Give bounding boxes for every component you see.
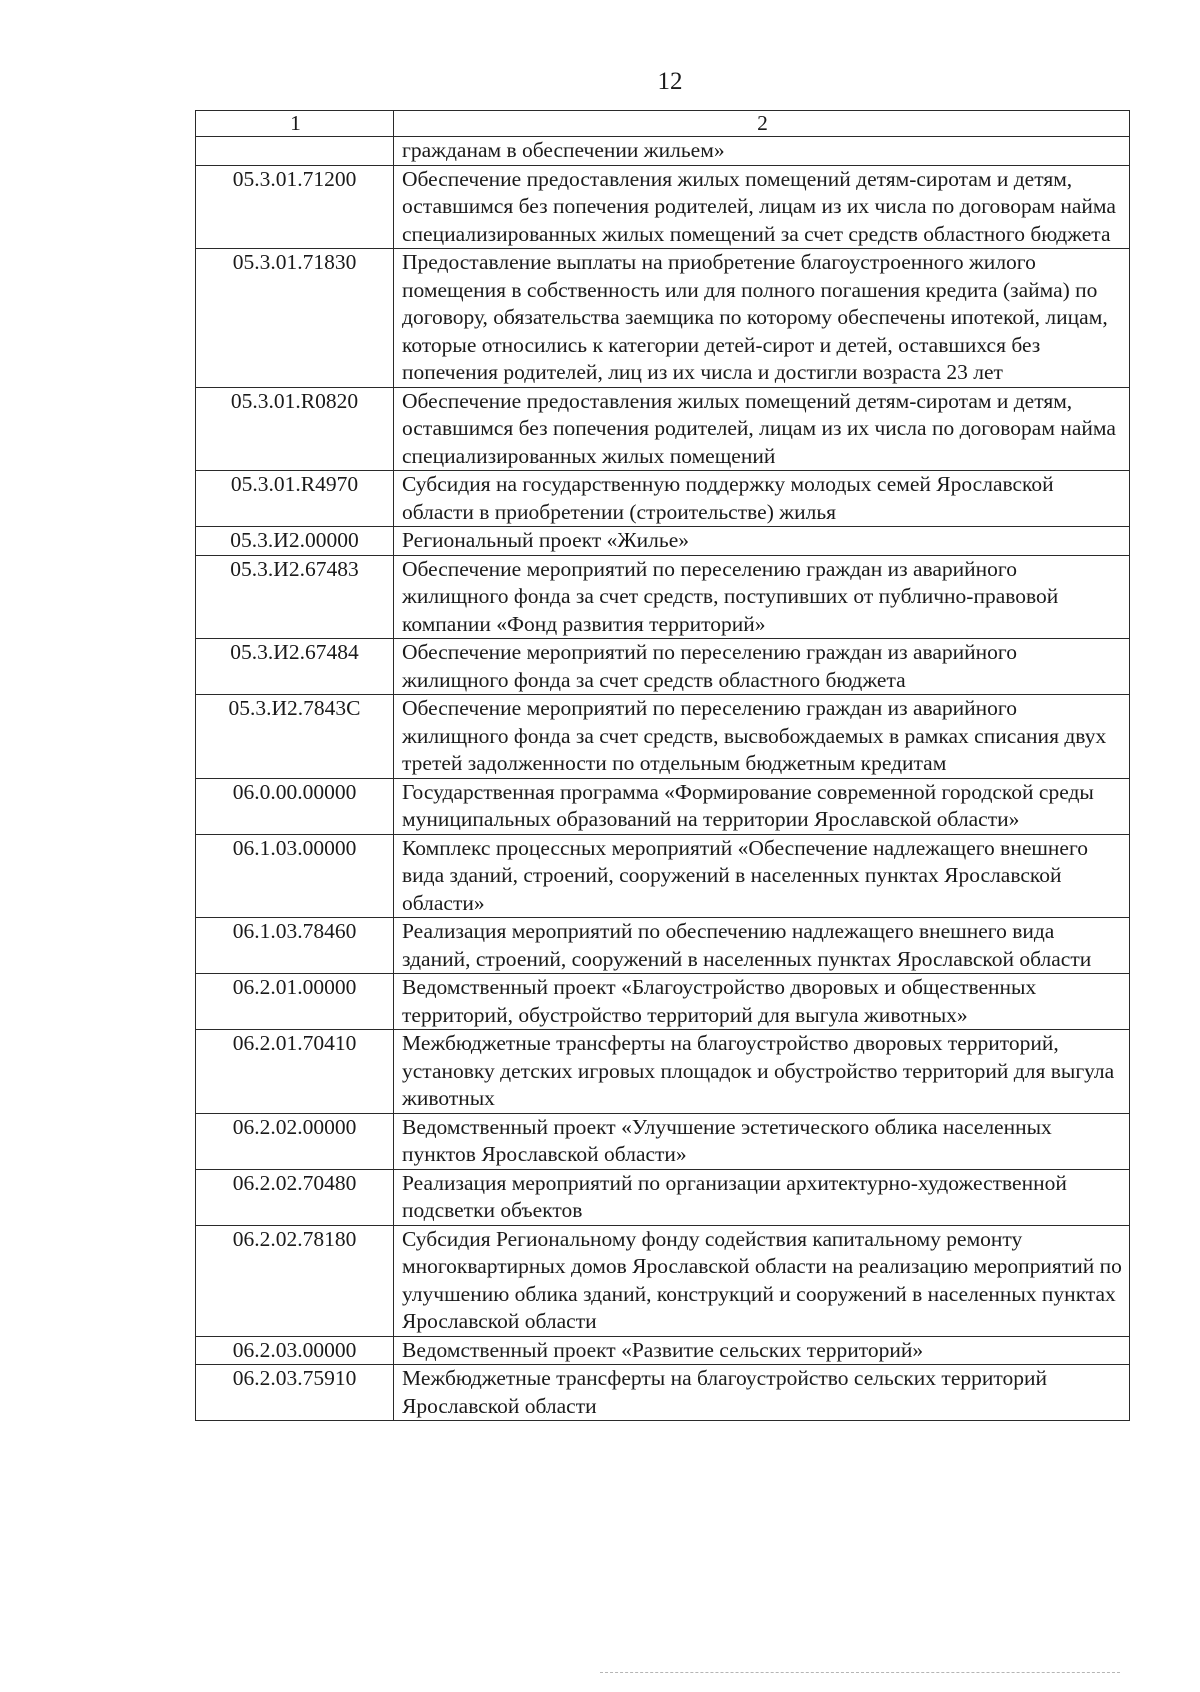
table-row xyxy=(196,639,1130,695)
column-header-description: 2 xyxy=(394,111,1130,137)
row-description-cell: Реализация мероприятий по организации архитектурно-художественной подсветки объектов xyxy=(394,1169,1130,1225)
row-description-cell: Межбюджетные трансферты на благоустройство дворовых территорий, установку детских игровых площадок и обустройство территорий для выгула животных xyxy=(394,1030,1130,1114)
table-row xyxy=(196,527,1130,556)
row-code-cell: 05.3.01.R0820 xyxy=(196,387,394,471)
table-row xyxy=(196,555,1130,639)
row-description-cell: Ведомственный проект «Улучшение эстетического облика населенных пунктов Ярославской области» xyxy=(394,1113,1130,1169)
row-code-cell: 06.2.02.78180 xyxy=(196,1225,394,1336)
row-code-cell: 05.3.И2.7843С xyxy=(196,695,394,779)
row-code-cell: 06.0.00.00000 xyxy=(196,778,394,834)
row-code-cell: 05.3.01.R4970 xyxy=(196,471,394,527)
row-description-cell: Комплекс процессных мероприятий «Обеспечение надлежащего внешнего вида зданий, строений, сооружений в населенных пунктах Ярославской области» xyxy=(394,834,1130,918)
table-row xyxy=(196,1113,1130,1169)
row-description-cell: Ведомственный проект «Благоустройство дворовых и общественных территорий, обустройство территорий для выгула животных» xyxy=(394,974,1130,1030)
row-code-cell: 06.2.02.00000 xyxy=(196,1113,394,1169)
row-description-cell: Ведомственный проект «Развитие сельских территорий» xyxy=(394,1336,1130,1365)
page-number: 12 xyxy=(657,68,683,95)
row-code-cell: 05.3.И2.67484 xyxy=(196,639,394,695)
row-code-cell: 06.1.03.00000 xyxy=(196,834,394,918)
row-description-cell: Государственная программа «Формирование современной городской среды муниципальных образований на территории Ярославской области» xyxy=(394,778,1130,834)
row-description-cell: Предоставление выплаты на приобретение благоустроенного жилого помещения в собственность или для полного погашения кредита (займа) по договору, обязательства заемщика по которому обеспечены ипотекой, лицам, которые относились к категории детей-сирот и детей, оставшихся без попечения родителей, лиц из их числа и достигли возраста 23 лет xyxy=(394,249,1130,388)
row-code-cell: 06.2.01.70410 xyxy=(196,1030,394,1114)
row-description-cell: Субсидия на государственную поддержку молодых семей Ярославской области в приобретении (строительстве) жилья xyxy=(394,471,1130,527)
table-header-row xyxy=(196,111,1130,137)
row-description-cell: Региональный проект «Жилье» xyxy=(394,527,1130,556)
row-code-cell: 05.3.01.71200 xyxy=(196,165,394,249)
row-description-cell: Реализация мероприятий по обеспечению надлежащего внешнего вида зданий, строений, сооружений в населенных пунктах Ярославской области xyxy=(394,918,1130,974)
row-description-cell: Обеспечение мероприятий по переселению граждан из аварийного жилищного фонда за счет средств, высвобождаемых в рамках списания двух третей задолженности по отдельным бюджетным кредитам xyxy=(394,695,1130,779)
table-row xyxy=(196,834,1130,918)
budget-classification-table xyxy=(195,110,1130,1421)
row-code-cell: 05.3.И2.67483 xyxy=(196,555,394,639)
table-row xyxy=(196,387,1130,471)
table-row xyxy=(196,471,1130,527)
row-code-cell: 05.3.И2.00000 xyxy=(196,527,394,556)
row-code-cell: 06.2.01.00000 xyxy=(196,974,394,1030)
table-row xyxy=(196,974,1130,1030)
table-row xyxy=(196,249,1130,388)
row-description-cell: гражданам в обеспечении жильем» xyxy=(394,137,1130,166)
table-row xyxy=(196,695,1130,779)
row-description-cell: Обеспечение предоставления жилых помещений детям-сиротам и детям, оставшимся без попечения родителей, лицам из их числа по договорам найма специализированных жилых помещений за счет средств областного бюджета xyxy=(394,165,1130,249)
scan-edge-line xyxy=(600,1672,1120,1673)
column-header-code: 1 xyxy=(196,111,394,137)
row-code-cell: 06.2.03.75910 xyxy=(196,1365,394,1421)
row-description-cell: Обеспечение мероприятий по переселению граждан из аварийного жилищного фонда за счет средств, поступивших от публично-правовой компании «Фонд развития территорий» xyxy=(394,555,1130,639)
row-code-cell: 06.2.03.00000 xyxy=(196,1336,394,1365)
table-row xyxy=(196,137,1130,166)
row-description-cell: Обеспечение предоставления жилых помещений детям-сиротам и детям, оставшимся без попечения родителей, лицам из их числа по договорам найма специализированных жилых помещений xyxy=(394,387,1130,471)
table-row xyxy=(196,778,1130,834)
row-description-cell: Межбюджетные трансферты на благоустройство сельских территорий Ярославской области xyxy=(394,1365,1130,1421)
table-row xyxy=(196,1225,1130,1336)
table-row xyxy=(196,918,1130,974)
row-code-cell: 06.2.02.70480 xyxy=(196,1169,394,1225)
table-row xyxy=(196,1030,1130,1114)
row-code-cell xyxy=(196,137,394,166)
table-row xyxy=(196,1336,1130,1365)
table-row xyxy=(196,1365,1130,1421)
row-code-cell: 06.1.03.78460 xyxy=(196,918,394,974)
row-description-cell: Обеспечение мероприятий по переселению граждан из аварийного жилищного фонда за счет средств областного бюджета xyxy=(394,639,1130,695)
table-row xyxy=(196,165,1130,249)
row-code-cell: 05.3.01.71830 xyxy=(196,249,394,388)
row-description-cell: Субсидия Региональному фонду содействия капитальному ремонту многоквартирных домов Ярославской области на реализацию мероприятий по улучшению облика зданий, конструкций и сооружений в населенных пунктах Ярославской области xyxy=(394,1225,1130,1336)
table-body xyxy=(196,137,1130,1421)
table-row xyxy=(196,1169,1130,1225)
